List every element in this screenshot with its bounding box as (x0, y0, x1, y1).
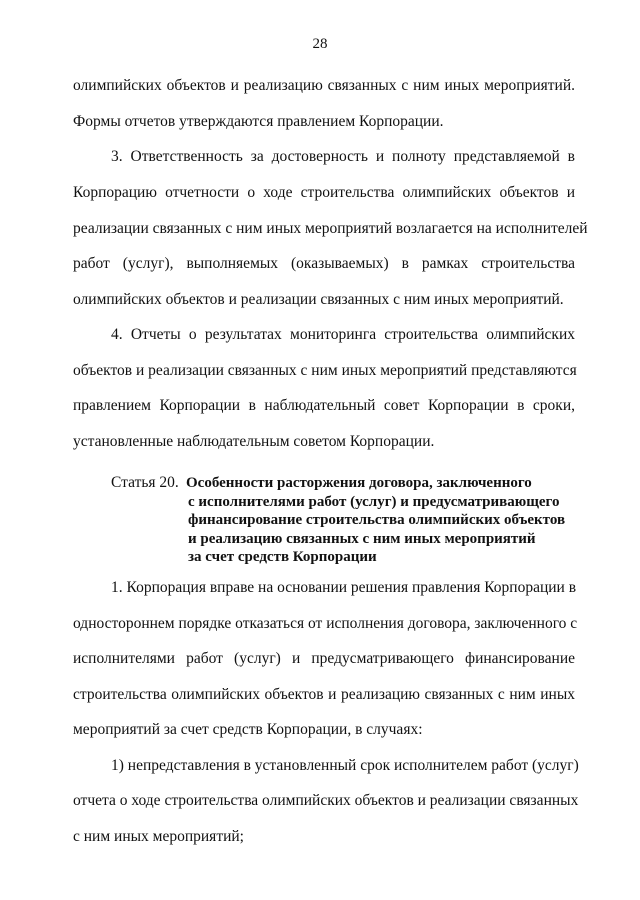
text-line: работ (услуг), выполняемых (оказываемых) в рамках строительства (73, 255, 575, 272)
article-title-line: и реализацию связанных с ним иных мероприятий (188, 530, 536, 547)
text-line: реализации связанных с ним иных мероприятий возлагается на исполнителей (73, 220, 588, 237)
article-title-line: за счет средств Корпорации (188, 549, 377, 565)
text-line: правлением Корпорации в наблюдательный совет Корпорации в сроки, (73, 397, 575, 414)
article-title-line: Особенности расторжения договора, заключенного (186, 475, 532, 491)
text-line: 3. Ответственность за достоверность и полноту представляемой в (111, 148, 575, 165)
article-title-line: с исполнителями работ (услуг) и предусматривающего (188, 493, 560, 510)
article-title-line: финансирование строительства олимпийских объектов (188, 512, 566, 528)
page-number: 28 (312, 36, 328, 52)
text-line: 1. Корпорация вправе на основании решения правления Корпорации в (111, 579, 577, 596)
text-line: Формы отчетов утверждаются правлением Корпорации. (73, 113, 444, 130)
text-line: установленные наблюдательным советом Корпорации. (73, 433, 435, 450)
article-label: Статья 20. (111, 474, 179, 491)
article-title (186, 474, 586, 567)
text-line: отчета о ходе строительства олимпийских объектов и реализации связанных (73, 792, 579, 809)
text-line: 1) непредставления в установленный срок исполнителем работ (услуг) (111, 757, 579, 774)
text-line: олимпийских объектов и реализацию связанных с ним иных мероприятий. (73, 77, 575, 94)
text-line: объектов и реализации связанных с ним иных мероприятий представляются (73, 362, 577, 379)
text-line: мероприятий за счет средств Корпорации, в случаях: (73, 721, 423, 738)
text-line: строительства олимпийских объектов и реализацию связанных с ним иных (73, 686, 575, 703)
text-line: Корпорацию отчетности о ходе строительства олимпийских объектов и (73, 184, 575, 201)
text-line: одностороннем порядке отказаться от исполнения договора, заключенного с (73, 615, 578, 632)
text-line: олимпийских объектов и реализации связанных с ним иных мероприятий. (73, 291, 564, 308)
text-line: с ним иных мероприятий; (73, 828, 244, 845)
text-line: исполнителями работ (услуг) и предусматривающего финансирование (73, 650, 575, 667)
text-line: 4. Отчеты о результатах мониторинга строительства олимпийских (111, 326, 575, 343)
